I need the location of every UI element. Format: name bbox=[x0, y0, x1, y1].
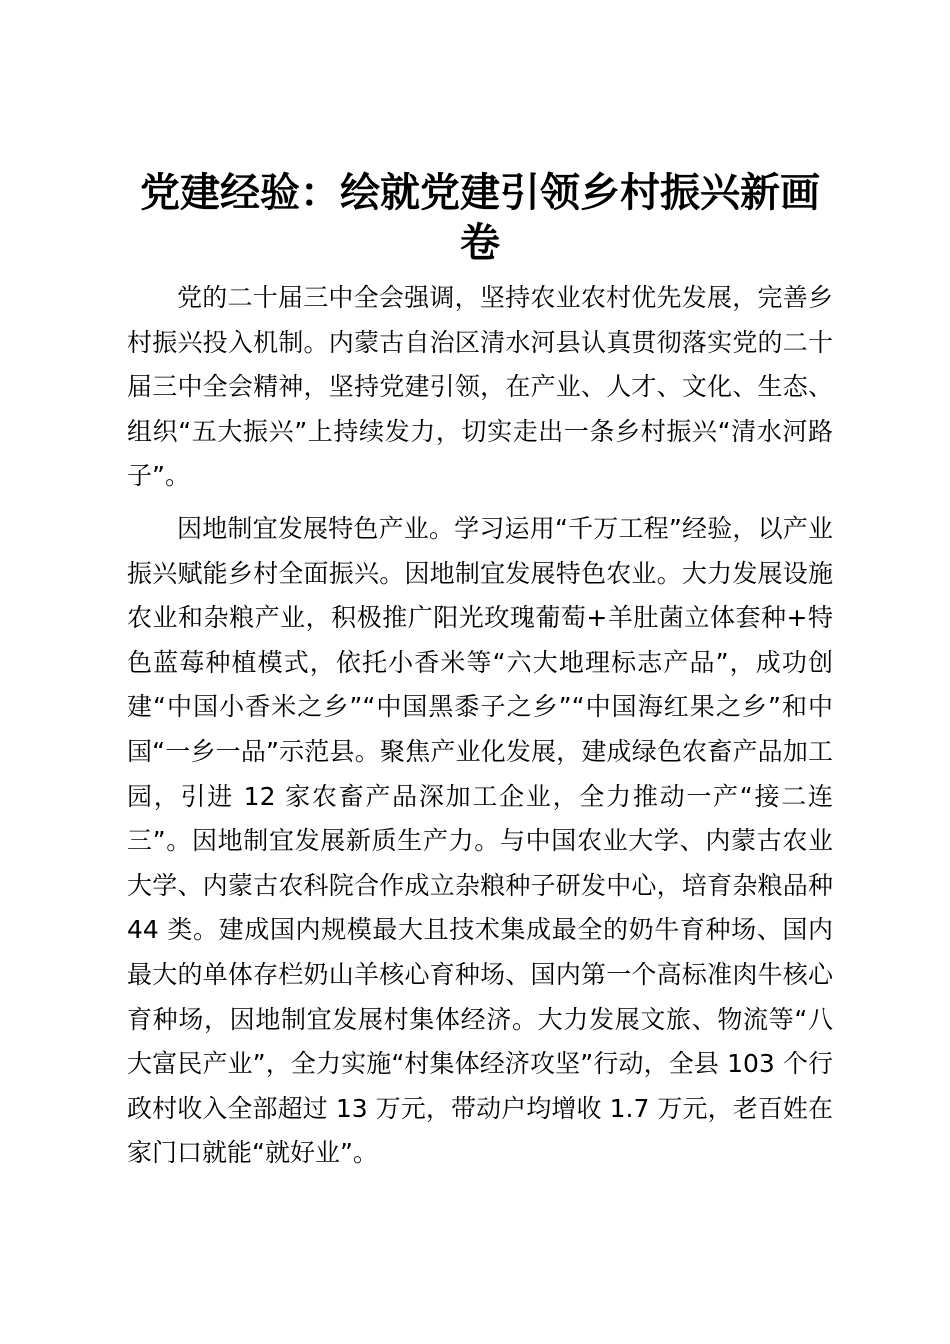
document-title: 党建经验：绘就党建引领乡村振兴新画卷 bbox=[140, 169, 820, 266]
document-page bbox=[127, 168, 833, 1176]
paragraph-intro: 党的二十届三中全会强调，坚持农业农村优先发展，完善乡村振兴投入机制。内蒙古自治区清水河县认真贯彻落实党的二十届三中全会精神，坚持党建引领，在产业、人才、文化、生态、组织“五大振兴”上持续发力，切实走出一条乡村振兴“清水河路子”。 bbox=[127, 283, 833, 491]
paragraph-industry: 因地制宜发展特色产业。学习运用“千万工程”经验，以产业振兴赋能乡村全面振兴。因地制宜发展特色农业。大力发展设施农业和杂粮产业，积极推广阳光玫瑰葡萄+羊肚菌立体套种+特色蓝莓种植模式，依托小香米等“六大地理标志产品”，成功创建“中国小香米之乡”“中国黑黍子之乡”“中国海红果之乡”和中国“一乡一品”示范县。聚焦产业化发展，建成绿色农畜产品加工园，引进 12 家农畜产品深加工企业，全力推动一产“接二连三”。因地制宜发展新质生产力。与中国农业大学、内蒙古农业大学、内蒙古农科院合作成立杂粮种子研发中心，培育杂粮品种 44 类。建成国内规模最大且技术集成最全的奶牛育种场、国内最大的单体存栏奶山羊核心育种场、国内第一个高标准肉牛核心育种场，因地制宜发展村集体经济。大力发展文旅、物流等“八大富民产业”，全力实施“村集体经济攻坚”行动，全县 103 个行政村收入全部超过 13 万元，带动户均增收 1.7 万元，老百姓在家门口就能“就好业”。 bbox=[127, 513, 833, 1168]
